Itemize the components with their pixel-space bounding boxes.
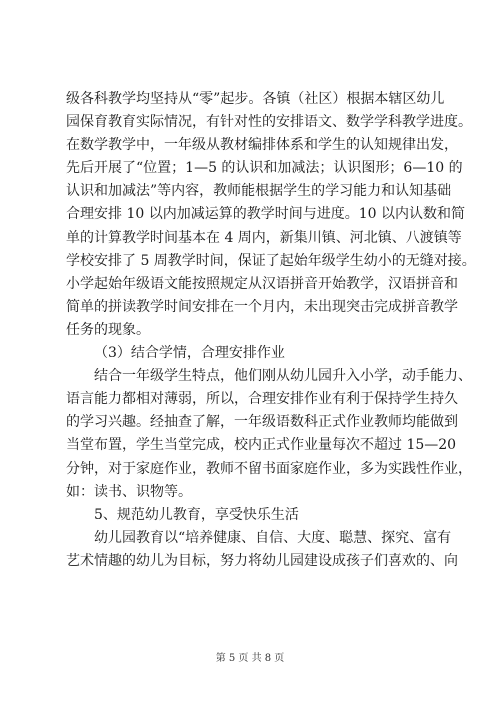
- body-text: [66, 88, 476, 573]
- text-line: 艺术情趣的幼儿为目标，努力将幼儿园建设成孩子们喜欢的、向: [66, 552, 458, 569]
- text-line: 的学习兴趣。经抽查了解，一年级语数科正式作业教师均能做到: [66, 414, 458, 431]
- section-heading: 5、规范幼儿教育，享受快乐生活: [94, 506, 299, 523]
- section-heading: （3）结合学情，合理安排作业: [94, 345, 285, 362]
- text-line: 小学起始年级语文能按照规定从汉语拼音开始教学，汉语拼音和: [66, 275, 458, 292]
- page-footer: 第 5 页 共 8 页: [215, 653, 285, 664]
- text-line: 在数学教学中，一年级从教材编排体系和学生的认知规律出发，: [66, 137, 458, 154]
- text-line: 学校安排了 5 周教学时间，保证了起始年级学生幼小的无缝对接。: [66, 252, 476, 269]
- text-line: 单的计算教学时间基本在 4 周内，新集川镇、河北镇、八渡镇等: [66, 229, 462, 246]
- text-line: 级各科教学均坚持从“零”起步。各镇（社区）根据本辖区幼儿: [66, 91, 445, 107]
- text-line: 合理安排 10 以内加减运算的教学时间与进度。10 以内认数和简: [66, 206, 465, 223]
- text-line: 认识和加减法”等内容，教师能根据学生的学习能力和认知基础: [66, 183, 452, 200]
- text-line: 任务的现象。: [66, 321, 150, 338]
- text-line: 当堂布置，学生当堂完成，校内正式作业量每次不超过 15—20: [66, 437, 457, 454]
- text-line: 结合一年级学生特点，他们刚从幼儿园升入小学，动手能力、: [94, 368, 472, 385]
- text-line: 如：读书、识物等。: [66, 483, 192, 500]
- text-line: 幼儿园教育以“培养健康、自信、大度、聪慧、探究、富有: [94, 529, 452, 546]
- text-line: 分钟，对于家庭作业，教师不留书面家庭作业，多为实践性作业，: [66, 460, 472, 477]
- text-line: 园保育教育实际情况，有针对性的安排语文、数学学科教学进度。: [66, 114, 472, 131]
- text-line: 简单的拼读教学时间安排在一个月内，未出现突击完成拼音教学: [66, 298, 458, 315]
- text-line: 先后开展了“位置；1—5 的认识和加减法；认识图形；6—10 的: [66, 160, 463, 177]
- text-line: 语言能力都相对薄弱，所以，合理安排作业有利于保持学生持久: [66, 391, 458, 408]
